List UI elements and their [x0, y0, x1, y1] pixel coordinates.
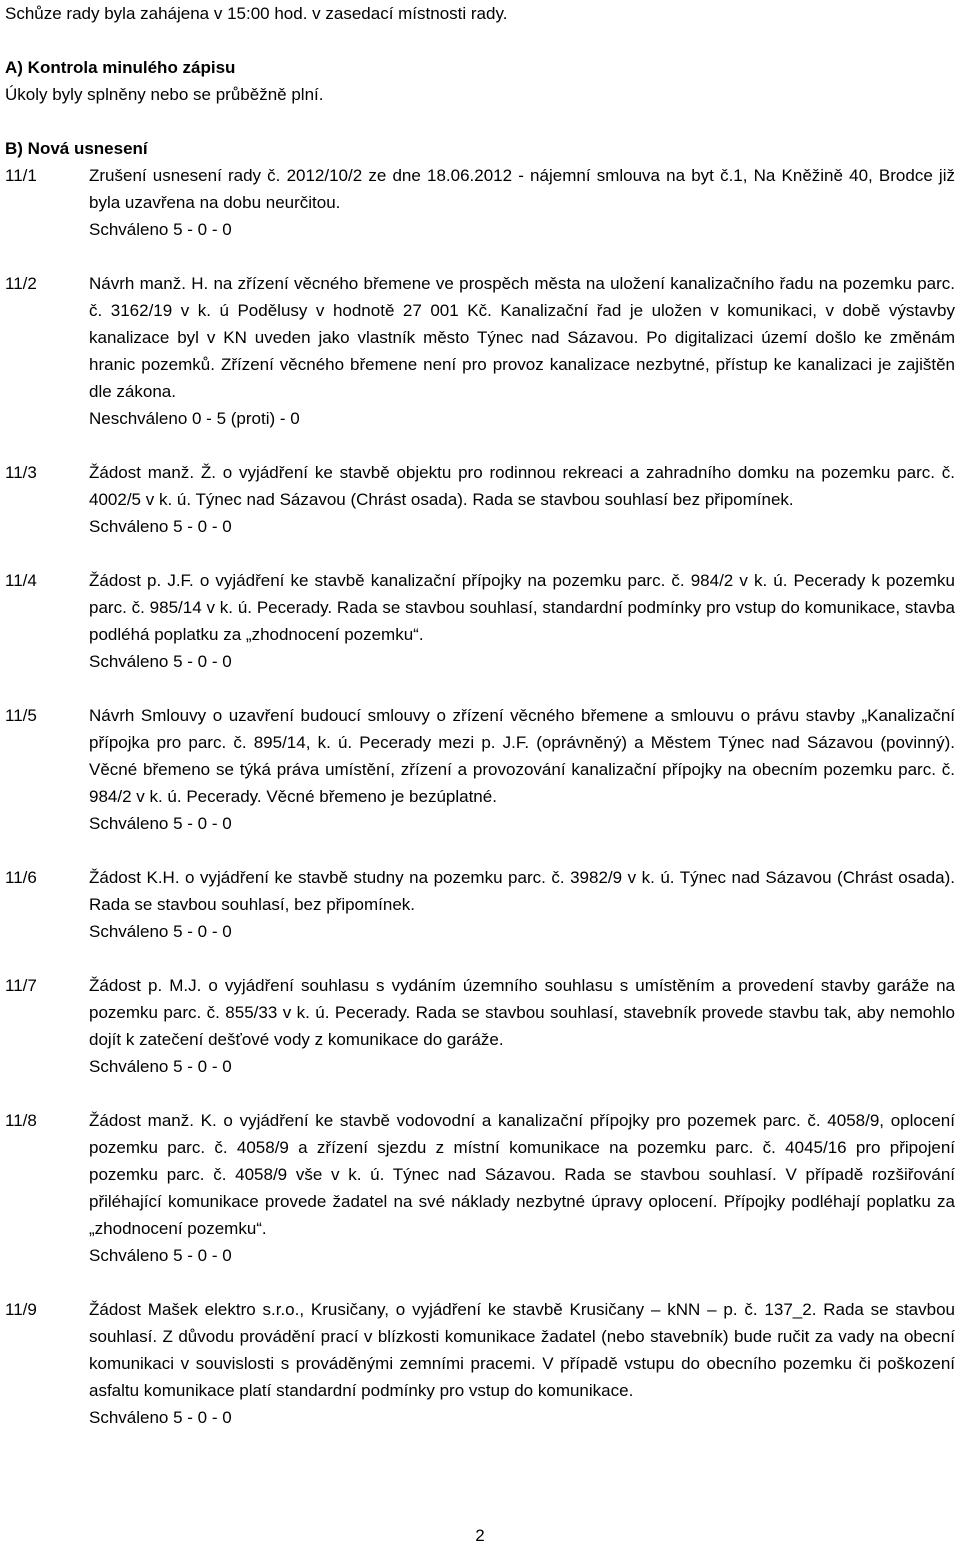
vote-result: Schváleno 5 - 0 - 0: [89, 1057, 232, 1076]
resolution-text: Žádost p. M.J. o vyjádření souhlasu s vydáním územního souhlasu s umístěním a provedení stavby garáže na pozemku parc. č. 855/33 v k. ú. Pecerady. Rada se stavbou souhlasí, stavebník provede stavbu tak, aby nemohlo dojít k zatečení dešťové vody z komunikace do garáže.: [89, 976, 955, 1049]
resolution-number: 11/9: [5, 1300, 37, 1319]
section-a-heading: A) Kontrola minulého zápisu: [5, 58, 236, 77]
resolution-number: 11/7: [5, 976, 37, 995]
resolution-number: 11/1: [5, 166, 37, 185]
resolution-number: 11/6: [5, 868, 37, 887]
resolution-item: [5, 162, 955, 243]
resolution-item: [5, 567, 955, 675]
spacer: [5, 27, 955, 54]
vote-result: Schváleno 5 - 0 - 0: [89, 220, 232, 239]
resolution-number: 11/2: [5, 274, 37, 293]
resolution-text: Návrh Smlouvy o uzavření budoucí smlouvy o zřízení věcného břemene a smlouvu o právu stavby „Kanalizační přípojka pro parc. č. 895/14, k. ú. Pecerady mezi p. J.F. (oprávněný) a Městem Týnec nad Sázavou (povinný). Věcné břemeno se týká práva umístění, zřízení a provozování kanalizační přípojky na obecním pozemku parc. č. 984/2 v k. ú. Pecerady. Věcné břemeno je bezúplatné.: [89, 706, 955, 806]
vote-result: Neschváleno 0 - 5 (proti) - 0: [89, 409, 300, 428]
resolution-text: Žádost p. J.F. o vyjádření ke stavbě kanalizační přípojky na pozemku parc. č. 984/2 v k. ú. Pecerady k pozemku parc. č. 985/14 v k. ú. Pecerady. Rada se stavbou souhlasí, standardní podmínky pro vstup do komunikace, stavba podléhá poplatku za „zhodnocení pozemku“.: [89, 571, 955, 644]
resolution-text: Žádost manž. K. o vyjádření ke stavbě vodovodní a kanalizační přípojky pro pozemek parc. č. 4058/9, oplocení pozemku parc. č. 4058/9 a zřízení sjezdu z místní komunikace na pozemku parc. č. 4045/16 pro připojení pozemku parc. č. 4058/9 vše v k. ú. Týnec nad Sázavou. Rada se stavbou souhlasí. V případě rozšiřování přiléhající komunikace provede žadatel na své náklady nezbytné úpravy oplocení. Přípojky podléhají poplatku za „zhodnocení pozemku“.: [89, 1111, 955, 1238]
section-a-text: Úkoly byly splněny nebo se průběžně plní.: [5, 85, 324, 104]
resolution-item: [5, 1296, 955, 1431]
resolution-text: Žádost K.H. o vyjádření ke stavbě studny na pozemku parc. č. 3982/9 v k. ú. Týnec nad Sázavou (Chrást osada). Rada se stavbou souhlasí, bez připomínek.: [89, 868, 955, 914]
vote-result: Schváleno 5 - 0 - 0: [89, 652, 232, 671]
meeting-intro: Schůze rady byla zahájena v 15:00 hod. v zasedací místnosti rady.: [5, 4, 508, 23]
resolution-number: 11/5: [5, 706, 37, 725]
resolution-number: 11/8: [5, 1111, 37, 1130]
resolution-text: Žádost manž. Ž. o vyjádření ke stavbě objektu pro rodinnou rekreaci a zahradního domku na pozemku parc. č. 4002/5 v k. ú. Týnec nad Sázavou (Chrást osada). Rada se stavbou souhlasí bez připomínek.: [89, 463, 955, 509]
vote-result: Schváleno 5 - 0 - 0: [89, 1246, 232, 1265]
spacer: [5, 108, 955, 135]
resolution-text: Návrh manž. H. na zřízení věcného břemene ve prospěch města na uložení kanalizačního řadu na pozemku parc. č. 3162/19 v k. ú Podělusy v hodnotě 27 001 Kč. Kanalizační řad je uložen v komunikaci, v době výstavby kanalizace byl v KN uveden jako vlastník město Týnec nad Sázavou. Po digitalizaci území došlo ke změnám hranic pozemků. Zřízení věcného břemene není pro provoz kanalizace nezbytné, přístup ke kanalizaci je zajištěn dle zákona.: [89, 274, 955, 401]
resolution-item: [5, 702, 955, 837]
vote-result: Schváleno 5 - 0 - 0: [89, 517, 232, 536]
resolution-item: [5, 972, 955, 1080]
vote-result: Schváleno 5 - 0 - 0: [89, 922, 232, 941]
page-number: 2: [475, 1526, 485, 1545]
resolution-item: [5, 270, 955, 432]
resolution-number: 11/3: [5, 463, 37, 482]
section-b-heading: B) Nová usnesení: [5, 139, 148, 158]
resolution-number: 11/4: [5, 571, 37, 590]
resolution-item: [5, 864, 955, 945]
resolution-item: [5, 459, 955, 540]
resolution-text: Zrušení usnesení rady č. 2012/10/2 ze dne 18.06.2012 - nájemní smlouva na byt č.1, Na Kněžině 40, Brodce již byla uzavřena na dobu neurčitou.: [89, 166, 955, 212]
resolution-item: [5, 1107, 955, 1269]
vote-result: Schváleno 5 - 0 - 0: [89, 1408, 232, 1427]
resolution-text: Žádost Mašek elektro s.r.o., Krusičany, o vyjádření ke stavbě Krusičany – kNN – p. č. 137_2. Rada se stavbou souhlasí. Z důvodu provádění prací v blízkosti komunikace žadatel (nebo stavebník) bude ručit za vady na obecní komunikaci v souvislosti s prováděnými zemními pracemi. V případě vstupu do obecního pozemku či poškození asfaltu komunikace platí standardní podmínky pro vstup do komunikace.: [89, 1300, 955, 1400]
resolution-list: [5, 162, 955, 1431]
document-page: [5, 0, 955, 1431]
vote-result: Schváleno 5 - 0 - 0: [89, 814, 232, 833]
